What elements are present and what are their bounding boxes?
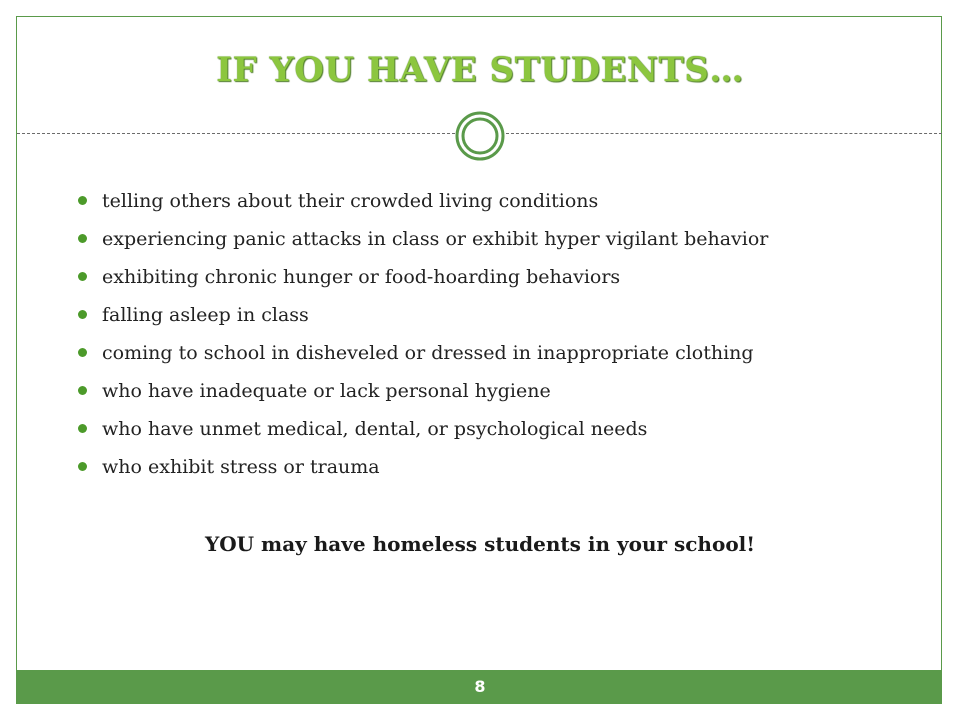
title-divider-right: [506, 133, 942, 134]
bullet-item: [76, 448, 916, 486]
callout-text: YOU may have homeless students in your school!: [204, 532, 756, 556]
bullet-dot-icon: [78, 386, 87, 395]
bullet-list: [76, 182, 916, 486]
slide-title: IF YOU HAVE STUDENTS…: [216, 50, 744, 90]
bullet-dot-icon: [78, 196, 87, 205]
bullet-text: who have unmet medical, dental, or psychological needs: [102, 418, 648, 440]
title-divider-left: [17, 133, 455, 134]
bullet-dot-icon: [78, 234, 87, 243]
bullet-item: [76, 220, 916, 258]
bullet-text: who have inadequate or lack personal hygiene: [102, 380, 551, 402]
ring-ornament-icon: [454, 110, 506, 162]
bullet-item: [76, 182, 916, 220]
bullet-dot-icon: [78, 310, 87, 319]
bullet-item: [76, 410, 916, 448]
bullet-item: [76, 334, 916, 372]
bullet-text: who exhibit stress or trauma: [102, 456, 380, 478]
bullet-text: exhibiting chronic hunger or food-hoarding behaviors: [102, 266, 621, 288]
bullet-item: [76, 372, 916, 410]
bullet-item: [76, 296, 916, 334]
bullet-dot-icon: [78, 272, 87, 281]
bullet-dot-icon: [78, 424, 87, 433]
bullet-item: [76, 258, 916, 296]
bullet-text: experiencing panic attacks in class or exhibit hyper vigilant behavior: [102, 228, 769, 250]
bullet-text: falling asleep in class: [102, 304, 309, 326]
page-number: 8: [474, 677, 486, 696]
bullet-dot-icon: [78, 348, 87, 357]
bullet-text: coming to school in disheveled or dressed in inappropriate clothing: [102, 342, 754, 364]
bullet-text: telling others about their crowded living conditions: [102, 190, 599, 212]
bullet-dot-icon: [78, 462, 87, 471]
